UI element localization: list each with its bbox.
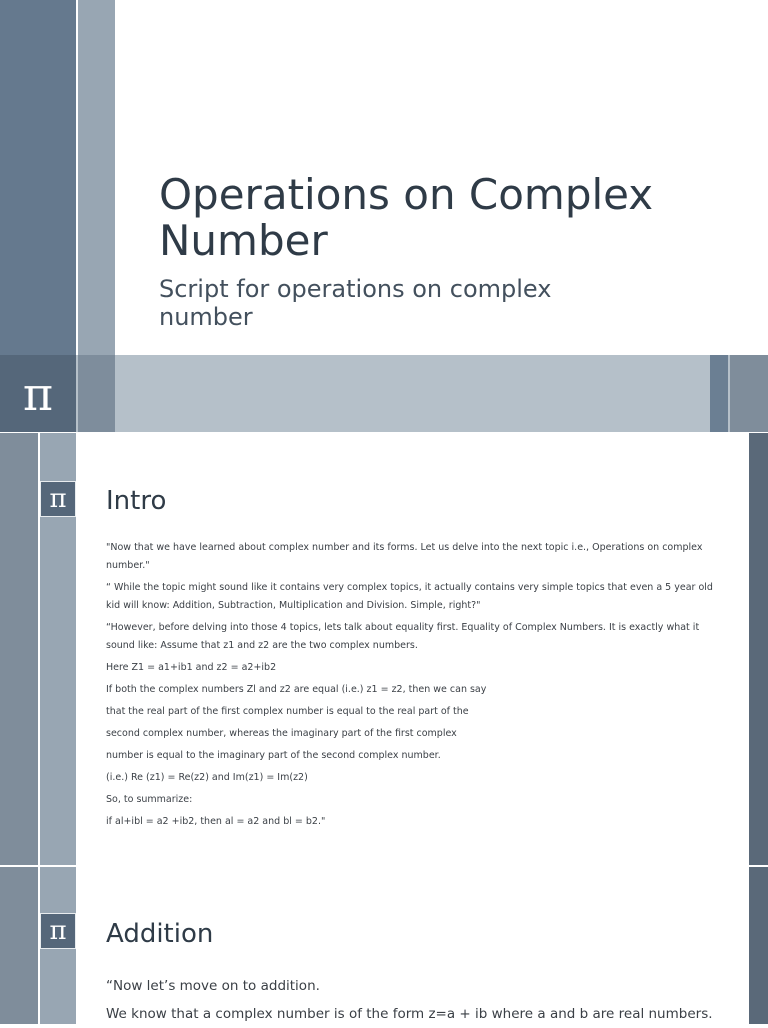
pi-icon: π [0, 355, 76, 432]
slide-right-strip [749, 433, 768, 865]
body-line: Here Z1 = a1+ib1 and z2 = a2+ib2 [106, 662, 277, 673]
slide-left-strip [0, 433, 38, 865]
band-mid-block [78, 355, 115, 432]
slide-heading: Addition [106, 919, 214, 949]
body-line: second complex number, whereas the imaginary part of the first complex [106, 728, 457, 739]
body-line: If both the complex numbers Zl and z2 are equal (i.e.) z1 = z2, then we can say [106, 684, 487, 695]
page-subtitle: Script for operations on complex number [159, 275, 552, 331]
left-mid-strip [78, 0, 115, 355]
slide-left-strip [0, 867, 38, 1024]
body-line: So, to summarize: [106, 794, 193, 805]
slide-body [106, 539, 716, 833]
pi-icon: π [40, 481, 76, 517]
body-line: "Now that we have learned about complex number and its forms. Let us delve into the next topic i.e., Operations on complex number." [106, 542, 703, 571]
slide-right-strip [749, 867, 768, 1024]
title-band [0, 355, 768, 432]
body-line: “However, before delving into those 4 topics, lets talk about equality first. Equality of Complex Numbers. It is exactly what it sound like: Assume that z1 and z2 are the two complex numbers. [106, 622, 700, 651]
pi-icon: π [40, 913, 76, 949]
body-line: We know that a complex number is of the form z=a + ib where a and b are real numbers. [106, 1006, 713, 1022]
left-dark-strip [0, 0, 76, 355]
body-line: (i.e.) Re (z1) = Re(z2) and Im(z1) = Im(z2) [106, 772, 308, 783]
slide-body [106, 972, 746, 1028]
body-line: if al+ibl = a2 +ib2, then al = a2 and bl = b2." [106, 816, 326, 827]
body-line: “Now let’s move on to addition. [106, 978, 320, 994]
body-line: number is equal to the imaginary part of the second complex number. [106, 750, 441, 761]
body-line: that the real part of the first complex number is equal to the real part of the [106, 706, 469, 717]
slide-heading: Intro [106, 486, 167, 516]
body-line: “ While the topic might sound like it contains very complex topics, it actually contains very simple topics that even a 5 year old kid will know: Addition, Subtraction, Multiplication and Division. Simple, right?" [106, 582, 713, 611]
band-right-block-2 [730, 355, 768, 432]
page-title: Operations on Complex Number [159, 170, 654, 265]
band-right-block-1 [710, 355, 728, 432]
